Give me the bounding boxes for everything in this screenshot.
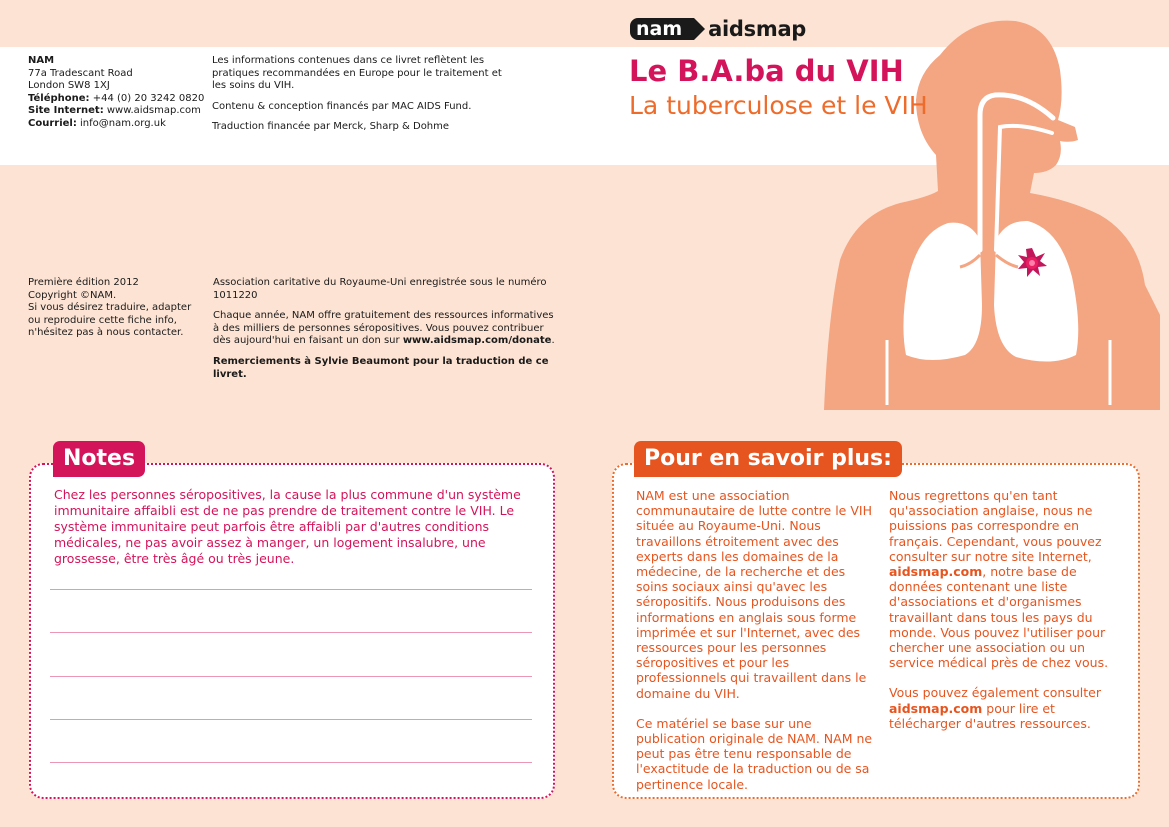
edition-block (28, 277, 208, 340)
more-info-heading: Pour en savoir plus: (634, 441, 902, 477)
charity-block (213, 277, 558, 389)
edition-line: Première édition 2012 (28, 277, 139, 288)
edition-note: n'hésitez pas à nous contacter. (28, 327, 184, 339)
charity-thanks: Remerciements à Sylvie Beaumont pour la traduction de ce livret. (213, 355, 549, 380)
email-link[interactable]: info@nam.org.uk (76, 117, 166, 129)
note-writing-line (50, 676, 532, 677)
address-block (28, 55, 208, 131)
edition-note: ou reproduire cette fiche info, (28, 314, 177, 326)
note-writing-line (50, 719, 532, 720)
more-info-left-column (636, 488, 874, 807)
charity-donate: Chaque année, NAM offre gratuitement des ressources informatives à des milliers de personnes séropositives. Vous pouvez contribuer dès aujourd'hui en faisant un don sur www.aidsmap.com/donate. (213, 310, 555, 347)
notes-text: Chez les personnes séropositives, la cause la plus commune d'un système immunitaire affaibli est de ne pas prendre de traitement contre le VIH. Le système immunitaire peut parfois être affaibli par d'autres conditions médicales, ne pas avoir assez à manger, un logement insalubre, une grossesse, être très âgé ou très jeune. (54, 487, 521, 566)
aidsmap-link[interactable]: aidsmap.com (889, 700, 983, 716)
more-info-right-column (889, 488, 1127, 746)
language-note: Nous regrettons qu'en tant qu'association anglaise, nous ne puissions pas correspondre en français. Cependant, vous pouvez consulter sur notre site Internet, aidsmap.com, notre base de données contenant une liste d'associations et d'organismes travaillant dans tous les pays du monde. Vous pouvez l'utiliser pour chercher une association ou un service médical près de chez vous. (889, 488, 1109, 671)
logo-aidsmap: aidsmap (708, 17, 807, 41)
web-line: Site Internet: www.aidsmap.com (28, 105, 201, 117)
info-block (212, 55, 512, 142)
disclaimer: Ce matériel se base sur une publication originale de NAM. NAM ne peut pas être tenu responsable de l'exactitude de la traduction ou de sa pertinence locale. (636, 715, 873, 792)
email-line: Courriel: info@nam.org.uk (28, 117, 166, 129)
note-writing-line (50, 632, 532, 633)
note-writing-line (50, 762, 532, 763)
resources-note: Vous pouvez également consulter aidsmap.com pour lire et télécharger d'autres ressources. (889, 685, 1101, 731)
donate-link[interactable]: www.aidsmap.com/donate (402, 335, 552, 347)
page-subtitle: La tuberculose et le VIH (629, 91, 928, 120)
info-funding: Contenu & conception financés par MAC AIDS Fund. (212, 100, 472, 112)
charity-registration: Association caritative du Royaume-Uni enregistrée sous le numéro 1011220 (213, 277, 547, 301)
org-name: NAM (28, 55, 55, 66)
notes-heading: Notes (53, 441, 145, 477)
address-city: London SW8 1XJ (28, 80, 110, 92)
address-street: 77a Tradescant Road (28, 67, 133, 79)
nam-aidsmap-logo (630, 17, 806, 41)
info-translation: Traduction financée par Merck, Sharp & Dohme (212, 121, 450, 133)
note-writing-line (50, 589, 532, 590)
about-nam: NAM est une association communautaire de lutte contre le VIH située au Royaume-Uni. Nous travaillons étroitement avec des experts dans les domaines de la médecine, de la recherche et des soins sociaux ainsi qu'avec les séropositifs. Nous produisons des informations en anglais sous forme imprimée et sur l'Internet, avec des ressources pour les personnes séropositives et pour les professionnels qui travaillent dans le domaine du VIH. (636, 488, 872, 701)
logo-nam: nam (630, 18, 694, 40)
aidsmap-link[interactable]: aidsmap.com (889, 564, 983, 580)
edition-note: Si vous désirez traduire, adapter (28, 302, 192, 314)
copyright-line: Copyright ©NAM. (28, 289, 117, 301)
phone-line: Téléphone: +44 (0) 20 3242 0820 (28, 92, 205, 104)
website-link[interactable]: www.aidsmap.com (103, 105, 201, 117)
page-title: Le B.A.ba du VIH (629, 54, 904, 88)
info-practices: Les informations contenues dans ce livret reflètent les pratiques recommandées en Europe pour le traitement et les soins du VIH. (212, 55, 502, 92)
